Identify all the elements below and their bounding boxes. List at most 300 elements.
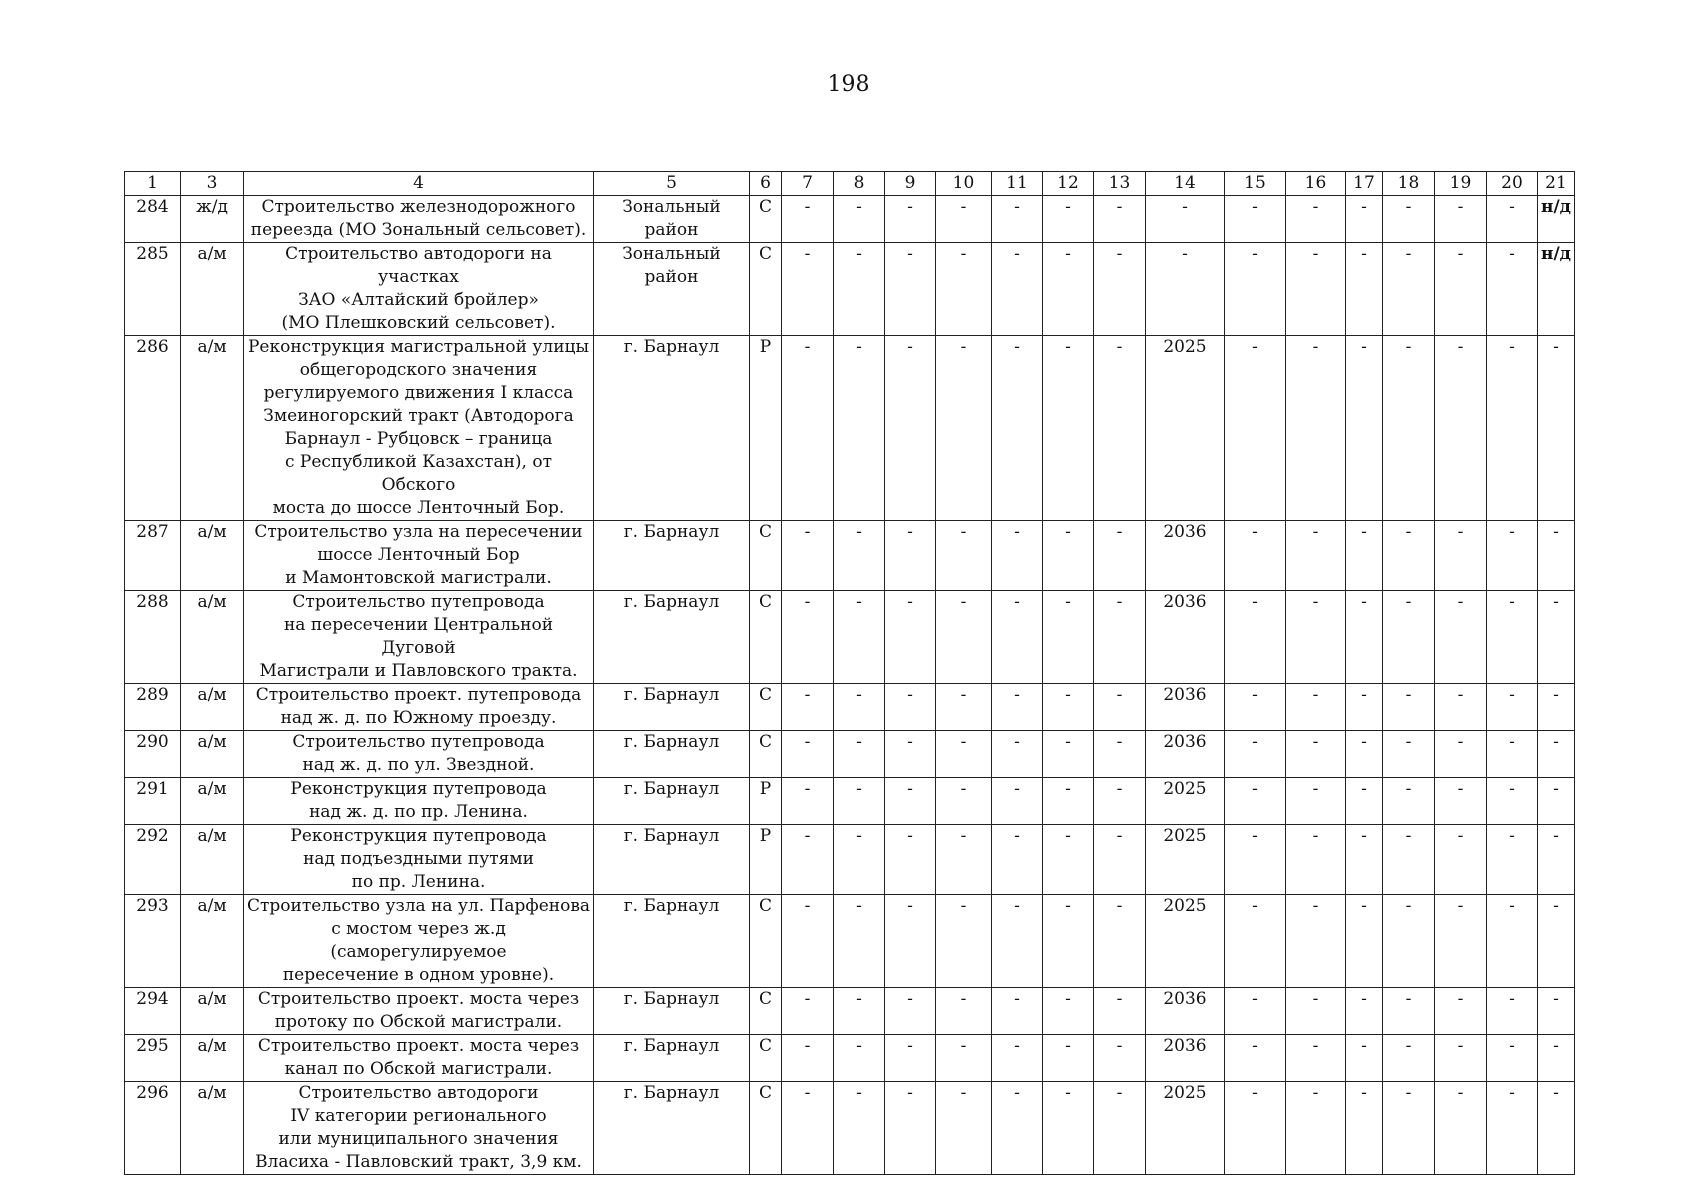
data-table	[124, 171, 1575, 1175]
value-cell: -	[1435, 731, 1487, 778]
value-cell: -	[782, 591, 834, 684]
year-cell: 2036	[1146, 1035, 1225, 1082]
value-cell: -	[936, 1082, 992, 1175]
description-line: или муниципального значения	[278, 1129, 559, 1149]
value-cell: -	[1094, 988, 1146, 1035]
value-cell: -	[885, 895, 936, 988]
table-row	[125, 988, 1575, 1035]
value-cell: -	[834, 243, 885, 336]
description-line: протоку по Обской магистрали.	[274, 1012, 563, 1032]
table-row	[125, 1035, 1575, 1082]
value-cell: -	[1225, 521, 1286, 591]
column-header: 8	[834, 172, 885, 196]
note-cell: -	[1538, 521, 1575, 591]
year-cell: -	[1146, 243, 1225, 336]
value-cell: -	[1487, 988, 1538, 1035]
value-cell: -	[834, 591, 885, 684]
value-cell: -	[1346, 684, 1383, 731]
note-cell: -	[1538, 825, 1575, 895]
value-cell: -	[782, 521, 834, 591]
column-header: 10	[936, 172, 992, 196]
note-cell: -	[1538, 778, 1575, 825]
value-cell: -	[1094, 521, 1146, 591]
value-cell: -	[782, 778, 834, 825]
road-type-cell: а/м	[181, 988, 244, 1035]
year-cell: -	[1146, 196, 1225, 243]
road-type-cell: а/м	[181, 731, 244, 778]
location-cell	[594, 988, 750, 1035]
description-cell	[244, 591, 594, 684]
location-cell	[594, 895, 750, 988]
work-type-cell: С	[750, 988, 782, 1035]
value-cell: -	[1346, 591, 1383, 684]
description-line: Строительство проект. моста через	[257, 1036, 580, 1056]
road-type-cell: а/м	[181, 778, 244, 825]
road-type-cell: а/м	[181, 243, 244, 336]
value-cell: -	[1435, 895, 1487, 988]
value-cell: -	[1225, 731, 1286, 778]
column-header: 3	[181, 172, 244, 196]
road-type-cell: а/м	[181, 825, 244, 895]
year-cell: 2025	[1146, 778, 1225, 825]
value-cell: -	[936, 684, 992, 731]
description-line: Строительство путепровода	[292, 732, 545, 752]
description-line: моста до шоссе Ленточный Бор.	[272, 498, 565, 518]
description-line: над подъездными путями	[303, 849, 534, 869]
value-cell: -	[1043, 731, 1094, 778]
description-line: IV категории регионального	[290, 1106, 547, 1126]
value-cell: -	[1383, 825, 1435, 895]
value-cell: -	[1286, 1035, 1346, 1082]
description-line: Реконструкция путепровода	[290, 826, 547, 846]
value-cell: -	[782, 731, 834, 778]
value-cell: -	[1094, 1082, 1146, 1175]
table-row	[125, 336, 1575, 521]
value-cell: -	[1286, 1082, 1346, 1175]
value-cell: -	[1346, 1035, 1383, 1082]
description-cell	[244, 196, 594, 243]
description-line: с мостом через ж.д (саморегулируемое	[330, 919, 507, 962]
road-type-cell: а/м	[181, 336, 244, 521]
column-header: 15	[1225, 172, 1286, 196]
value-cell: -	[885, 988, 936, 1035]
row-number-cell: 287	[125, 521, 181, 591]
value-cell: -	[1435, 684, 1487, 731]
location-cell	[594, 1035, 750, 1082]
value-cell: -	[885, 1082, 936, 1175]
location-cell	[594, 196, 750, 243]
year-cell: 2025	[1146, 825, 1225, 895]
value-cell: -	[1383, 196, 1435, 243]
description-line: Строительство проект. моста через	[257, 989, 580, 1009]
work-type-cell: Р	[750, 778, 782, 825]
description-cell	[244, 825, 594, 895]
value-cell: -	[1225, 1082, 1286, 1175]
description-line: канал по Обской магистрали.	[284, 1059, 553, 1079]
location-cell	[594, 825, 750, 895]
column-header: 17	[1346, 172, 1383, 196]
road-type-cell: а/м	[181, 1035, 244, 1082]
column-header: 18	[1383, 172, 1435, 196]
year-cell: 2025	[1146, 895, 1225, 988]
description-cell	[244, 731, 594, 778]
location-line: г. Барнаул	[623, 1036, 720, 1056]
year-cell: 2036	[1146, 684, 1225, 731]
value-cell: -	[1435, 778, 1487, 825]
column-header: 14	[1146, 172, 1225, 196]
location-line: Зональный	[622, 197, 721, 217]
value-cell: -	[992, 1082, 1043, 1175]
value-cell: -	[1043, 684, 1094, 731]
description-cell	[244, 1082, 594, 1175]
note-cell: -	[1538, 1035, 1575, 1082]
value-cell: -	[992, 1035, 1043, 1082]
row-number-cell: 296	[125, 1082, 181, 1175]
value-cell: -	[1225, 778, 1286, 825]
table-row	[125, 731, 1575, 778]
work-type-cell: С	[750, 243, 782, 336]
value-cell: -	[1435, 1035, 1487, 1082]
value-cell: -	[1094, 825, 1146, 895]
value-cell: -	[1346, 988, 1383, 1035]
value-cell: -	[834, 336, 885, 521]
value-cell: -	[834, 196, 885, 243]
value-cell: -	[1286, 731, 1346, 778]
value-cell: -	[1383, 1035, 1435, 1082]
column-header: 12	[1043, 172, 1094, 196]
note-cell: -	[1538, 1082, 1575, 1175]
value-cell: -	[1043, 778, 1094, 825]
value-cell: -	[1383, 336, 1435, 521]
note-cell: н/д	[1538, 243, 1575, 336]
column-header: 9	[885, 172, 936, 196]
year-cell: 2036	[1146, 591, 1225, 684]
value-cell: -	[1383, 778, 1435, 825]
value-cell: -	[936, 825, 992, 895]
value-cell: -	[1435, 196, 1487, 243]
value-cell: -	[1225, 591, 1286, 684]
column-header: 16	[1286, 172, 1346, 196]
value-cell: -	[1487, 895, 1538, 988]
column-header: 19	[1435, 172, 1487, 196]
description-line: регулируемого движения I класса	[263, 383, 574, 403]
description-line: Реконструкция путепровода	[290, 779, 547, 799]
table-row	[125, 825, 1575, 895]
work-type-cell: С	[750, 521, 782, 591]
page-number: 198	[827, 72, 870, 97]
value-cell: -	[1225, 1035, 1286, 1082]
value-cell: -	[885, 196, 936, 243]
description-line: Строительство проект. путепровода	[255, 685, 582, 705]
header-row	[125, 172, 1575, 196]
value-cell: -	[1487, 731, 1538, 778]
value-cell: -	[1346, 825, 1383, 895]
table-row	[125, 196, 1575, 243]
value-cell: -	[992, 196, 1043, 243]
value-cell: -	[1094, 778, 1146, 825]
value-cell: -	[885, 243, 936, 336]
road-type-cell: ж/д	[181, 196, 244, 243]
value-cell: -	[885, 521, 936, 591]
value-cell: -	[1286, 684, 1346, 731]
description-cell	[244, 336, 594, 521]
year-cell: 2025	[1146, 1082, 1225, 1175]
value-cell: -	[834, 1082, 885, 1175]
description-line: Строительство автодороги	[298, 1083, 539, 1103]
description-line: шоссе Ленточный Бор	[317, 545, 520, 565]
value-cell: -	[1383, 591, 1435, 684]
description-line: по пр. Ленина.	[351, 872, 486, 892]
table-row	[125, 684, 1575, 731]
value-cell: -	[936, 778, 992, 825]
work-type-cell: С	[750, 591, 782, 684]
column-header: 5	[594, 172, 750, 196]
table-row	[125, 243, 1575, 336]
location-line: г. Барнаул	[623, 1083, 720, 1103]
value-cell: -	[936, 1035, 992, 1082]
value-cell: -	[936, 895, 992, 988]
value-cell: -	[1094, 684, 1146, 731]
description-line: и Мамонтовской магистрали.	[285, 568, 552, 588]
value-cell: -	[834, 988, 885, 1035]
value-cell: -	[782, 1082, 834, 1175]
value-cell: -	[992, 895, 1043, 988]
value-cell: -	[1346, 895, 1383, 988]
value-cell: -	[1043, 336, 1094, 521]
value-cell: -	[1094, 731, 1146, 778]
note-cell: н/д	[1538, 196, 1575, 243]
value-cell: -	[834, 825, 885, 895]
description-line: общегородского значения	[299, 360, 538, 380]
value-cell: -	[1383, 895, 1435, 988]
description-line: Реконструкция магистральной улицы	[247, 337, 589, 357]
description-line: над ж. д. по Южному проезду.	[280, 708, 557, 728]
table-row	[125, 1082, 1575, 1175]
table-row	[125, 521, 1575, 591]
year-cell: 2036	[1146, 731, 1225, 778]
value-cell: -	[1043, 1035, 1094, 1082]
location-line: г. Барнаул	[623, 732, 720, 752]
value-cell: -	[834, 1035, 885, 1082]
description-line: над ж. д. по ул. Звездной.	[302, 755, 535, 775]
description-cell	[244, 988, 594, 1035]
value-cell: -	[782, 988, 834, 1035]
value-cell: -	[1094, 336, 1146, 521]
column-header: 11	[992, 172, 1043, 196]
work-type-cell: Р	[750, 336, 782, 521]
value-cell: -	[1286, 895, 1346, 988]
value-cell: -	[1043, 1082, 1094, 1175]
location-line: Зональный	[622, 244, 721, 264]
location-cell	[594, 336, 750, 521]
work-type-cell: С	[750, 196, 782, 243]
year-cell: 2025	[1146, 336, 1225, 521]
column-header: 13	[1094, 172, 1146, 196]
value-cell: -	[1435, 521, 1487, 591]
table-row	[125, 778, 1575, 825]
description-cell	[244, 521, 594, 591]
value-cell: -	[1286, 591, 1346, 684]
value-cell: -	[782, 1035, 834, 1082]
row-number-cell: 291	[125, 778, 181, 825]
note-cell: -	[1538, 591, 1575, 684]
description-line: пересечение в одном уровне).	[282, 965, 555, 985]
road-type-cell: а/м	[181, 895, 244, 988]
location-cell	[594, 684, 750, 731]
work-type-cell: Р	[750, 825, 782, 895]
value-cell: -	[992, 684, 1043, 731]
location-cell	[594, 1082, 750, 1175]
description-line: Строительство путепровода	[292, 592, 545, 612]
description-cell	[244, 684, 594, 731]
value-cell: -	[885, 731, 936, 778]
value-cell: -	[1286, 243, 1346, 336]
value-cell: -	[1286, 196, 1346, 243]
description-line: Строительство узла на пересечении	[254, 522, 583, 542]
value-cell: -	[885, 778, 936, 825]
value-cell: -	[1346, 778, 1383, 825]
value-cell: -	[1383, 731, 1435, 778]
value-cell: -	[1487, 591, 1538, 684]
road-type-cell: а/м	[181, 521, 244, 591]
value-cell: -	[782, 684, 834, 731]
value-cell: -	[1286, 521, 1346, 591]
value-cell: -	[1225, 825, 1286, 895]
row-number-cell: 290	[125, 731, 181, 778]
description-cell	[244, 778, 594, 825]
value-cell: -	[1043, 591, 1094, 684]
description-line: Строительство узла на ул. Парфенова	[246, 896, 591, 916]
value-cell: -	[885, 1035, 936, 1082]
value-cell: -	[936, 196, 992, 243]
description-line: переезда (МО Зональный сельсовет).	[250, 220, 587, 240]
value-cell: -	[992, 591, 1043, 684]
year-cell: 2036	[1146, 988, 1225, 1035]
work-type-cell: С	[750, 684, 782, 731]
value-cell: -	[1487, 196, 1538, 243]
value-cell: -	[1043, 521, 1094, 591]
location-line: г. Барнаул	[623, 592, 720, 612]
value-cell: -	[1383, 1082, 1435, 1175]
note-cell: -	[1538, 336, 1575, 521]
table-header	[125, 172, 1575, 196]
work-type-cell: С	[750, 1082, 782, 1175]
value-cell: -	[1043, 988, 1094, 1035]
description-line: Строительство автодороги на участках	[285, 244, 552, 287]
value-cell: -	[936, 521, 992, 591]
value-cell: -	[1435, 825, 1487, 895]
value-cell: -	[1043, 196, 1094, 243]
value-cell: -	[1286, 825, 1346, 895]
location-line: г. Барнаул	[623, 989, 720, 1009]
value-cell: -	[1094, 591, 1146, 684]
value-cell: -	[1346, 731, 1383, 778]
value-cell: -	[936, 336, 992, 521]
value-cell: -	[992, 336, 1043, 521]
description-cell	[244, 243, 594, 336]
value-cell: -	[1346, 196, 1383, 243]
value-cell: -	[1043, 825, 1094, 895]
location-cell	[594, 731, 750, 778]
road-type-cell: а/м	[181, 591, 244, 684]
description-line: Магистрали и Павловского тракта.	[259, 661, 578, 681]
description-line: Власиха - Павловский тракт, 3,9 км.	[255, 1152, 582, 1172]
value-cell: -	[1225, 336, 1286, 521]
value-cell: -	[1487, 243, 1538, 336]
value-cell: -	[782, 895, 834, 988]
row-number-cell: 289	[125, 684, 181, 731]
value-cell: -	[936, 243, 992, 336]
location-cell	[594, 521, 750, 591]
value-cell: -	[1346, 521, 1383, 591]
value-cell: -	[1435, 243, 1487, 336]
row-number-cell: 285	[125, 243, 181, 336]
description-line: на пересечении Центральной Дуговой	[283, 615, 554, 658]
value-cell: -	[885, 336, 936, 521]
description-line: ЗАО «Алтайский бройлер»	[298, 290, 539, 310]
value-cell: -	[1043, 895, 1094, 988]
value-cell: -	[1435, 336, 1487, 521]
description-line: Строительство железнодорожного	[261, 197, 576, 217]
value-cell: -	[1094, 1035, 1146, 1082]
description-line: над ж. д. по пр. Ленина.	[309, 802, 528, 822]
value-cell: -	[885, 591, 936, 684]
column-header: 20	[1487, 172, 1538, 196]
value-cell: -	[1487, 825, 1538, 895]
value-cell: -	[936, 591, 992, 684]
location-line: г. Барнаул	[623, 826, 720, 846]
value-cell: -	[1435, 591, 1487, 684]
value-cell: -	[834, 895, 885, 988]
column-header: 21	[1538, 172, 1575, 196]
row-number-cell: 292	[125, 825, 181, 895]
column-header: 7	[782, 172, 834, 196]
location-line: г. Барнаул	[623, 685, 720, 705]
value-cell: -	[1346, 243, 1383, 336]
location-cell	[594, 243, 750, 336]
column-header: 4	[244, 172, 594, 196]
value-cell: -	[992, 731, 1043, 778]
value-cell: -	[782, 336, 834, 521]
value-cell: -	[1225, 895, 1286, 988]
value-cell: -	[1487, 778, 1538, 825]
value-cell: -	[834, 684, 885, 731]
value-cell: -	[1286, 988, 1346, 1035]
row-number-cell: 288	[125, 591, 181, 684]
value-cell: -	[1383, 988, 1435, 1035]
work-type-cell: С	[750, 895, 782, 988]
year-cell: 2036	[1146, 521, 1225, 591]
note-cell: -	[1538, 988, 1575, 1035]
value-cell: -	[992, 778, 1043, 825]
value-cell: -	[782, 243, 834, 336]
column-header: 6	[750, 172, 782, 196]
value-cell: -	[1383, 684, 1435, 731]
note-cell: -	[1538, 895, 1575, 988]
road-type-cell: а/м	[181, 684, 244, 731]
location-line: район	[644, 220, 699, 240]
value-cell: -	[1094, 196, 1146, 243]
value-cell: -	[885, 684, 936, 731]
value-cell: -	[1286, 778, 1346, 825]
value-cell: -	[1346, 336, 1383, 521]
description-line: Змеиногорский тракт (Автодорога	[263, 406, 574, 426]
note-cell: -	[1538, 684, 1575, 731]
value-cell: -	[1383, 521, 1435, 591]
value-cell: -	[834, 778, 885, 825]
value-cell: -	[1225, 196, 1286, 243]
row-number-cell: 286	[125, 336, 181, 521]
